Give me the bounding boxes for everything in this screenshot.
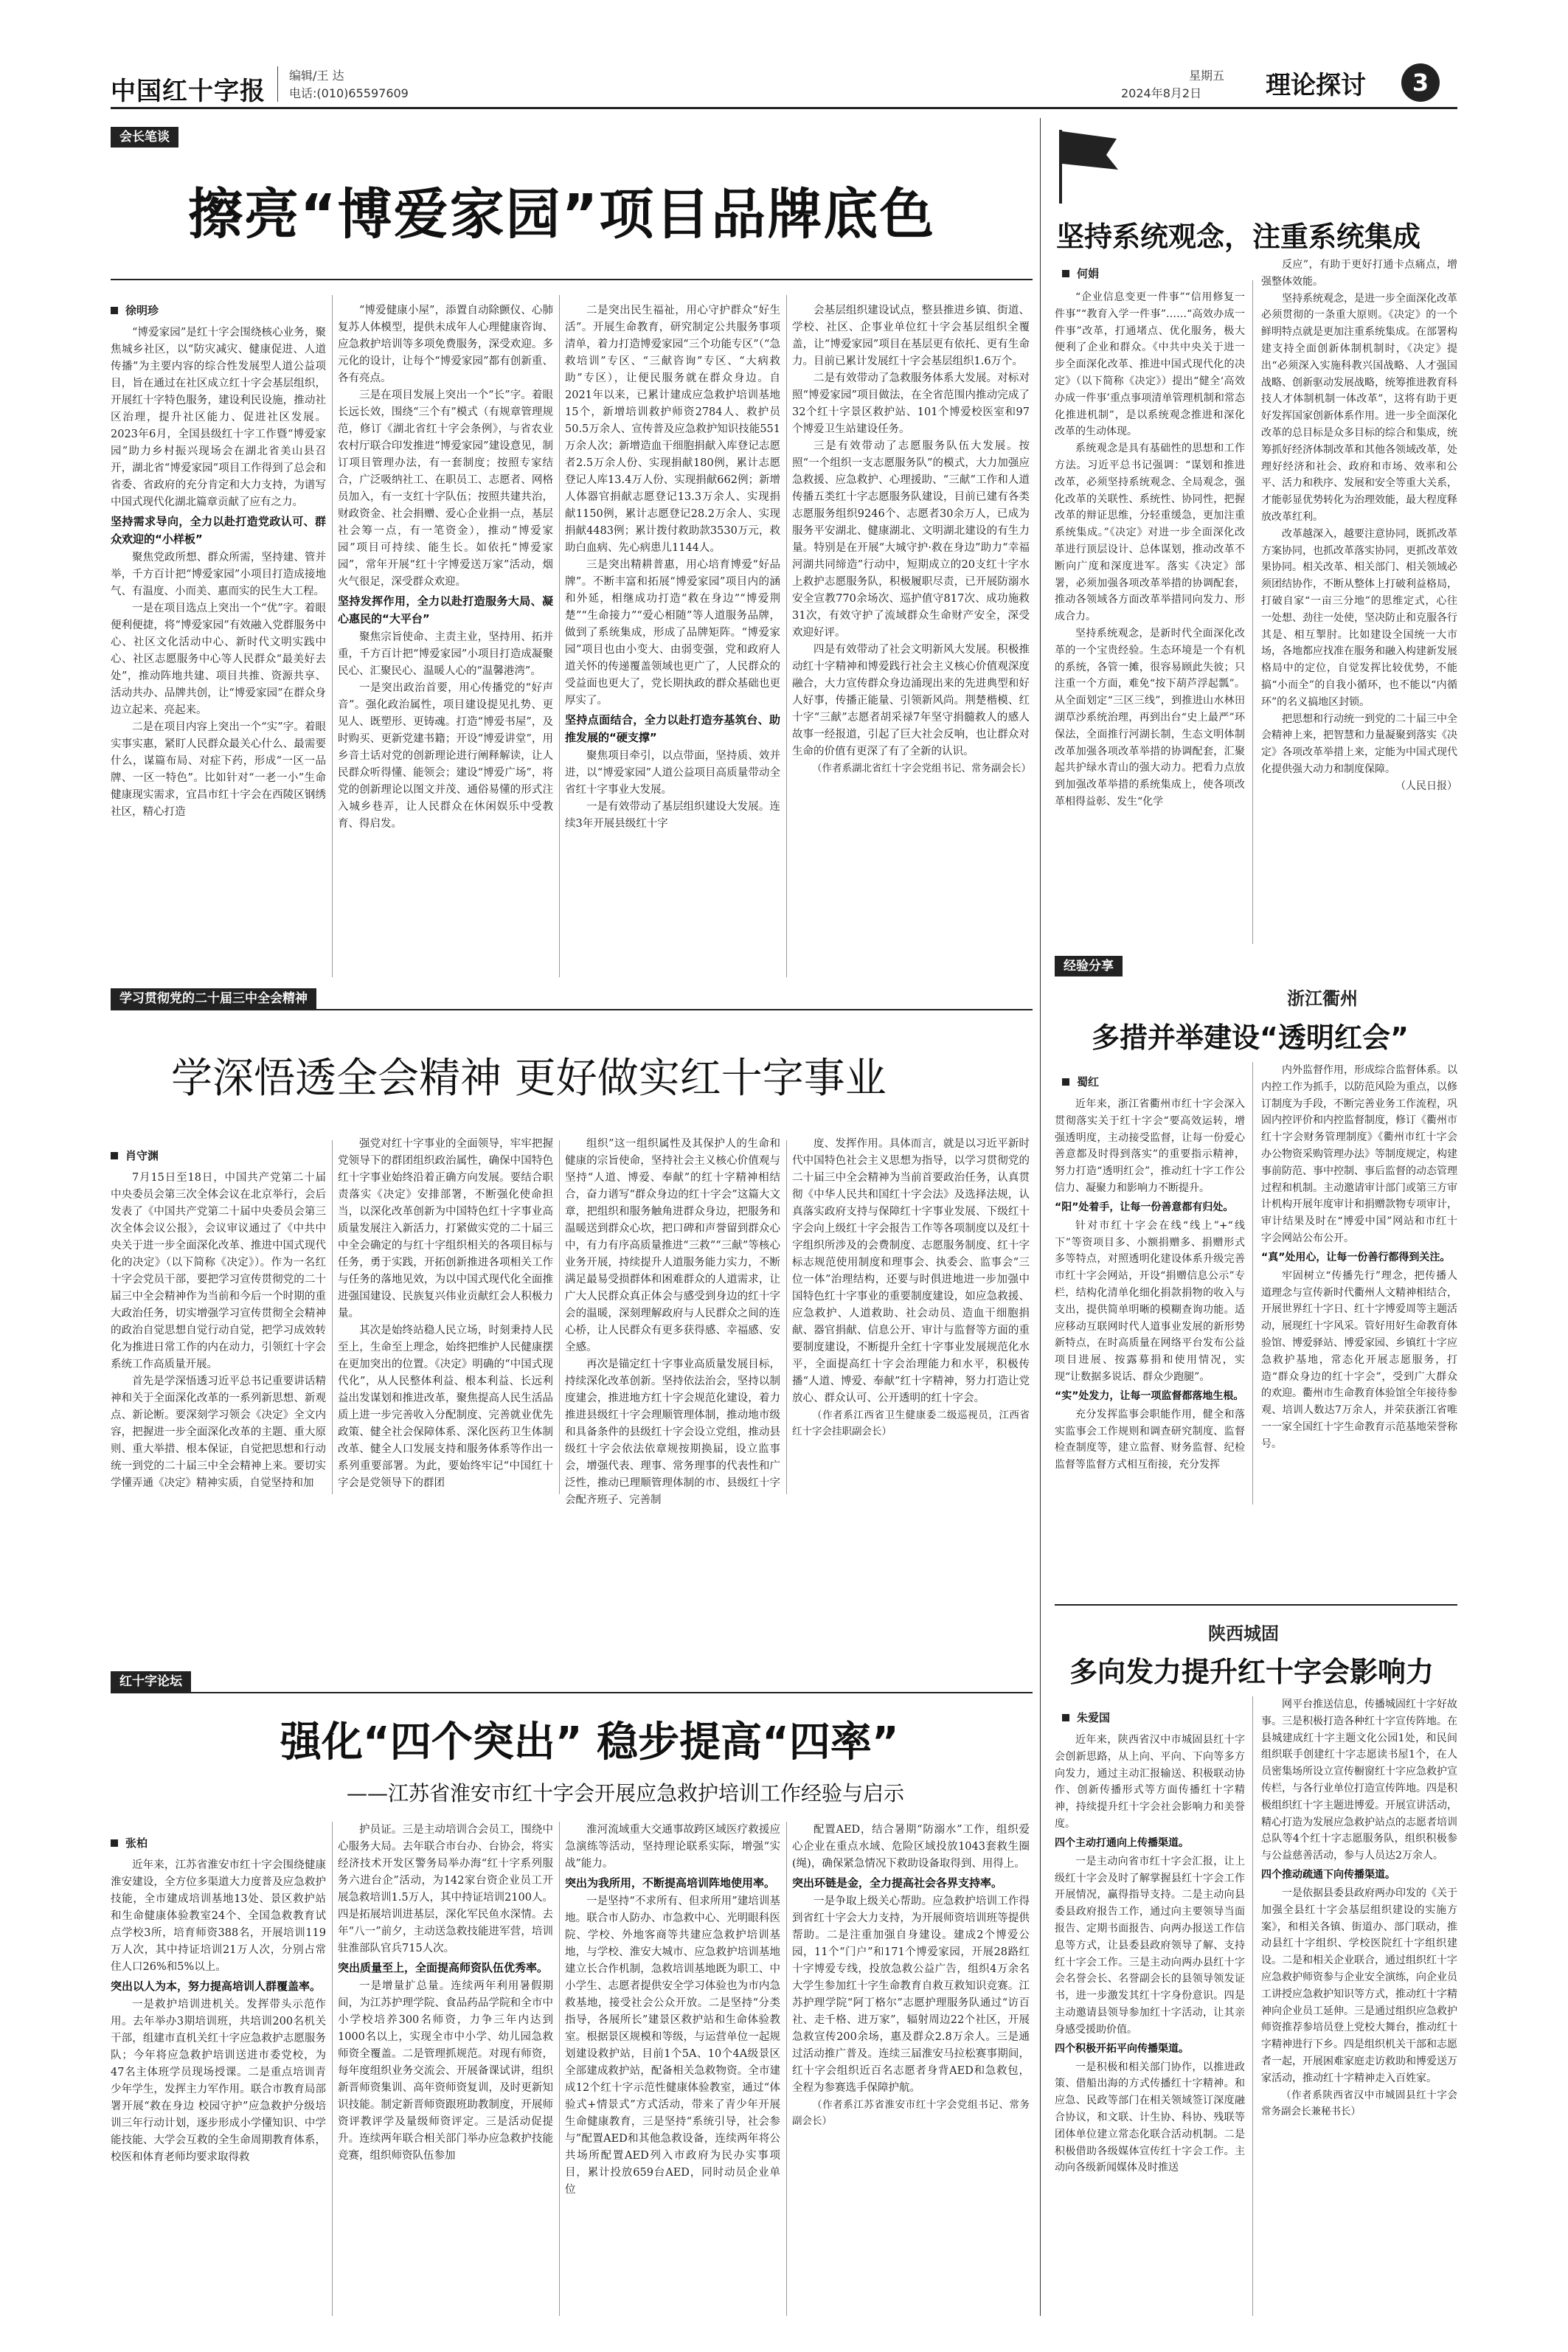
a5-column-1: 近年来，江苏省淮安市红十字会围绕健康淮安建设，全方位多渠道大力度普及应急救护技能，全市建成培训基地13处、景区救护站和生命健康体验教室24个、全国急救教育试点学校3所，培育师资388名，开展培训119万人次，其中持证培训21万人次，分别占常住人口26%和5%以上。 突出以人为本，努力提高培训人群覆盖率。 一是救护培训进机关。发挥带头示范作用。去年举办3期培训班，共培训200名机关干部，组建市直机关红十字应急救护志愿服务队；今年将应急救护培训送进市委党校，为47名主体班学员现场授课。二是重点培训青少年学生，发挥主力军作用。联合市教育局部署开展“救在身边 校园守护”应急救护分级培训三年行动计划，逐步形成小学懂知识、中学能技能、大学会互救的全生命周期教育体系，校医和体育老师均要求取得救 — [111, 1859, 326, 2163]
a5-column-2: 护员证。三是主动培训合会员工，围绕中心服务大局。去年联合市台办、台协会，将实经济技术开发区警务局举办海“红十字系列服务六进台企”活动，为142家台资企业员工开展急救培训1.5万人，其中持证培训2100人。四是拓展培训进基层，深化军民鱼水深情。去年“八一”前夕，主动送急救技能进军营，培训驻淮部队官兵715人次。 突出质量至上，全面提高师资队伍优秀率。 一是增量扩总量。连续两年利用暑假期间，为江苏护理学院、食品药品学院和全市中小学校培养300名师资，力争三年内达到1000名以上，实现全市中小学、幼儿园急救师资全覆盖。二是管理抓规范。对现有师资，每年度组织业务交流会、开展备课试讲，组织新晋师资集训、高年资师资复训，及时更新知识技能。制定新晋师资跟班助教制度，开展师资评教评学及量级师资评定。三是活动促提升。连续两年联合相关部门举办应急救护技能竞赛，组织师资队伍参加 — [338, 1824, 553, 2162]
a5-column-4: 配置AED，结合暑期“防溺水”工作，组织爱心企业在重点水域、危险区域投放1043套救生圈(绳)，确保紧急情况下救助设备取得到、用得上。 突出环链是金，全力提高社会各界支持率。 一是争取上级关心帮助。应急救护培训工作得到省红十字会大力支持，为开展师资培训班等提供帮助。二是注重加强自身建设。建成2个博爱公园，11个“门户”和171个博爱家园，开展28路红十字博爱专线，投放急救公益广告，组织4万余名大学生参加红十字生命教育自救互救知识竞赛。江苏护理学院“阿丁格尔”志愿护理服务队通过“访百社、走千格、进万家”，辐射周边22个社区，开展急救宣传200余场，惠及群众2.8万余人。三是通过活动推广普及。连续三届淮安马拉松赛事期间，红十字会组织近百名志愿者身背AED和急救包，全程为参赛选手保障护航。 （作者系江苏省淮安市红十字会党组书记、常务副会长） — [792, 1824, 1030, 2127]
column-tag: 学习贯彻党的二十届三中全会精神 — [111, 988, 316, 1009]
flag-icon — [1055, 125, 1121, 207]
a3-column-4: 度、发挥作用。具体而言，就是以习近平新时代中国特色社会主义思想为指导，以学习贯彻党的二十届三中全会精神为当前首要政治任务，认真贯彻《中华人民共和国红十字会法》及选择法规，认真落实政府支持与保障红十字事业发展、下级红十字会向上级红十字会报告工作等各项制度以及红十字组织所涉及的会费制度、志愿服务制度、红十字标志规范使用制度和理事会、执委会、监事会“三位一体”治理结构，还要与时俱进地进一步加强中国特色红十字事业的重要制度建设，如应急救援、应急救护、人道救助、社会动员、造血干细胞捐献、器官捐献、信息公开、审计与监督等方面的重要制度建设，不断提升全红十字事业发展规范化水平，全面提高红十字会治理能力和水平，积极传播“人道、博爱、奉献”红十字精神，努力打造让党放心、群众认可、公开透明的红十字会。 （作者系江西省卫生健康委二级巡视员，江西省红十字会挂职副会长） — [792, 1138, 1030, 1437]
a4-column-2: 内外监督作用，形成综合监督体系。以内控工作为抓手，以防范风险为重点，以修订制度为手段，不断完善业务工作流程，巩固内控评价和内控监督制度，修订《衢州市红十字会财务管理制度》《衢州市红十字会办公物资采购管理办法》等制度规定，构建事前防范、事中控制、事后监督的动态管理过程和机制。主动邀请审计部门或第三方审计机构开展年度审计和捐赠款物专项审计，审计结果及时在“博爱中国”网站和市红十字会网站公布公开。 “真”处用心，让每一份善行都得到关注。 牢固树立“传播先行”理念，把传播人道理念与宣传新时代衢州人文精神相结合，开展世界红十字日、红十字博爱周等主题活动，展现红十字风采。管好用好生命教育体验馆、博爱驿站、博爱家园、乡镇红十字应急救护基地，常态化开展志愿服务，打造“群众身边的红十字会”，受到广大群众的欢迎。衢州市生命教育体验馆全年接待参观、培训人数达7万余人，并荣获浙江省唯一一家全国红十字生命教育示范基地荣誉称号。 — [1261, 1064, 1457, 1450]
article-subtitle: ——江苏省淮安市红十字会开展应急救护培训工作经验与启示 — [347, 1781, 905, 1805]
masthead-phone: 电话:(010)65597609 — [289, 86, 409, 100]
article-title: 多措并举建设“透明红会” — [1092, 1021, 1409, 1054]
article-place: 陕西城固 — [1208, 1623, 1279, 1644]
article-byline: 张柏 — [111, 1835, 148, 1850]
article-byline: 朱爱国 — [1062, 1710, 1110, 1725]
a1-column-3: 二是突出民生福祉，用心守护群众“好生活”。开展生命教育，研究制定公共服务事项清单，着力打造博爱家园“三个功能专区”（“急救培训”专区、“三献咨询”专区、“大病救助”专区），让便民服务就在群众身边。自2021年以来，已累计建成应急救护培训基地15个，新增培训救护师资2784人、救护员50.5万余人、宣传普及应急救护知识技能551万余人次；新增造血干细胞捐献入库登记志愿者2.5万余人份、实现捐献180例，累计志愿登记人库13.4万人份、实现捐献662例；新增人体器官捐献志愿登记13.3万余人、实现捐献1150例，累计志愿登记28.2万余人、实现捐献4483例；累计拨付救助款3530万元，救助白血病、先心病患儿1144人。 三是突出精耕普惠，用心培育博爱“好品牌”。不断丰富和拓展“博爱家园”项目内的涵和外延，相继成功打造“救在身边”“博爱荆楚”“生命接力”“爱心相随”等人道服务品牌，做到了系统集成，形成了品牌矩阵。“博爱家园”项目也由小变大、由弱变强，党和政府人道关怀的传递覆盖领域也更广了，人民群众的受益面也更大了，党长期执政的群众基础也更厚实了。 坚持点面结合，全力以赴打造夯基筑台、助推发展的“硬支撑” 聚焦项目牵引，以点带面，坚持质、效并进，以“博爱家园”人道公益项目高质量带动全省红十字事业大发展。 一是有效带动了基层组织建设大发展。连续3年开展县级红十字 — [565, 305, 780, 830]
a2-column-2: 反应”，有助于更好打通卡点痛点，增强整体效能。 坚持系统观念，是进一步全面深化改革必须贯彻的一条重大原则。《决定》的一个鲜明特点就是更加注重系统集成。在部署构建支持全面创新体制机制时，《决定》提出“必须深入实施科教兴国战略、人才强国战略、创新驱动发展战略，统筹推进教育科技人才体制机制一体改革”，这将有助于更好发挥国家创新体系作用。进一步全面深化改革的总目标是众多目标的综合和集成，统筹抓好经济体制改革和其他各领域改革，处理好经济和社会、政府和市场、效率和公平、活力和秩序、发展和安全等重大关系，才能彰显优势转化为治理效能，最大程度释放改革红利。 改革越深入，越要注意协同，既抓改革方案协同，也抓改革落实协同，更抓改革效果协同。相关改革、相关部门、相关领域必须团结协作，不断从整体上打破利益格局，打破自家“一亩三分地”的思维定式，心往一处想、劲往一处使，坚决防止和克服各行其是、相互掣肘。比如建设全国统一大市场，各地都应找准在服务和融入构建新发展格局中的定位，自觉发挥比较优势，不能搞“小而全”的自我小循环，也不能以“内循环”的名义搞地区封锁。 把思想和行动统一到党的二十届三中全会精神上来，把智慧和力量凝聚到落实《决定》各项改革举措上来，定能为中国式现代化提供强大动力和制度保障。 （人民日报） — [1261, 259, 1457, 792]
column-tag: 旗帜 — [1065, 172, 1090, 187]
masthead-weekday: 星期五 — [1189, 69, 1225, 83]
a3-column-2: 强党对红十字事业的全面领导，牢牢把握党领导下的群团组织政治属性，确保中国特色红十字事业始终沿着正确方向发展。要结合职责落实《决定》安排部署，不断强化使命担当，以深化改革创新为中国特色红十字事业高质量发展注入新活力，打紧做实党的二十届三中全会确定的与红十字组织相关的各项目标与任务，勇于实践，开拓创新推进各项相关工作与任务的落地见效，为以中国式现代化全面推进强国建设、民族复兴伟业贡献红会人积极力量。 其次是始终站稳人民立场，时刻秉持人民至上，生命至上理念，始终把维护人民健康摆在更加突出的位置。《决定》明确的“中国式现代化”，从人民整体利益、根本利益、长远利益出发谋划和推进改革，聚焦提高人民生活品质上进一步完善收入分配制度、完善就业优先政策、健全社会保障体系、深化医药卫生体制改革、健全人口发展支持和服务体系等作出一系列重要部署。为此，要始终牢记“中国红十字会是党领导下的群团 — [338, 1138, 553, 1489]
article-byline: 何娟 — [1062, 266, 1099, 281]
article-byline: 肖守渊 — [111, 1148, 159, 1163]
masthead-date: 2024年8月2日 — [1121, 86, 1202, 100]
a1-column-1: “博爱家园”是红十字会围绕核心业务，聚焦城乡社区，以“防灾减灾、健康促进、人道传播”为主要内容的综合性发展型人道公益项目，旨在通过在社区成立红十字会基层组织，开展红十字特色服务，建设利民设施，推动社区治理，提升社区能力、促进社区发展。2023年6月，全国县级红十字工作暨“博爱家园”助力乡村振兴现场会在湖北省美山县召开，湖北省“博爱家园”项目工作得到了总会和省委、省政府的充分肯定和大力支持，为谱写中国式现代化湖北篇章贡献了应有之力。 坚持需求导向，全力以赴打造党政认可、群众欢迎的“小样板” 聚焦党政所想、群众所需，坚持建、管并举，千方百计把“博爱家园”小项目打造成接地气、有温度、小而美、惠而实的民生大工程。 一是在项目选点上突出一个“优”字。着眼便利便捷，将“博爱家园”有效融入党群服务中心、社区文化活动中心、新时代文明实践中心、社区志愿服务中心等人民群众“最美好去处”，推动阵地共建、项目共推、资源共享、活动共办、品牌共创，让“博爱家园”在群众身边立起来、亮起来。 二是在项目内容上突出一个“实”字。着眼实事实惠，紧盯人民群众最关心什么、最需要什么，谋篇布局、对症下药，形成“一区一品牌、一区一特色”。比如针对“一老一小”生命健康现实需求，宜昌市红十字会在西陵区钢绣社区，精心打造 — [111, 327, 326, 818]
section-title: 理论探讨 — [1266, 71, 1366, 100]
article-place: 浙江衢州 — [1287, 988, 1358, 1009]
a3-column-1: 7月15日至18日，中国共产党第二十届中央委员会第三次全体会议在北京举行，会后发表了《中国共产党第二十届中央委员会第三次全体会议公报》，会议审议通过了《中共中央关于进一步全面深化改革、推进中国式现代化的决定》（以下简称《决定》）。作为一名红十字会党员干部，要把学习宣传贯彻党的二十届三中全会精神作为当前和今后一个时期的重大政治任务，切实增强学习宣传贯彻全会精神的政治自觉思想自觉行动自觉，把学习成效转化为推进日常工作的内在动力，引领红十字会系统工作高质量开展。 首先是学深悟透习近平总书记重要讲话精神和关于全面深化改革的一系列新思想、新观点、新论断。要深刻学习领会《决定》全文内容，把握进一步全面深化改革的主题、重大原则、重大举措、根本保证，自觉把思想和行动统一到党的二十届三中全会精神上来。要切实学懂弄通《决定》精神实质，自觉坚持和加 — [111, 1172, 326, 1489]
a2-column-1: “企业信息变更一件事”“信用修复一件事”“教育入学一件事”……“高效办成一件事”改革，打通堵点、优化服务，极大便利了企业和群众。《中共中央关于进一步全面深化改革、推进中国式现代化的决定》（以下简称《决定》）提出“健全‘高效办成一件事’重点事项清单管理机制和常态化推进机制”，是以系统观念推进和深化改革的生动体现。 系统观念是具有基础性的思想和工作方法。习近平总书记强调：“谋划和推进改革，必须坚持系统观念、全局观念，强化改革的关联性、系统性、协同性，把握改革的辩证思维，分轻重缓急，更加注重系统集成。”《决定》对进一步全面深化改革进行顶层设计、总体谋划，推动改革不断向广度和深度进军。落实《决定》部署，必须加强各项改革举措的协调配套，推动各领域各方面改革举措同向发力、形成合力。 坚持系统观念，是新时代全面深化改革的一个宝贵经验。生态环境是一个有机的系统，各管一摊，很容易顾此失彼；只注重一个方面，难免“按下葫芦浮起瓢”。从全面划定“三区三线”，到推进山水林田湖草沙系统治理，再到出台“史上最严”环保法，全面推行河湖长制，生态文明体制改革加强各项改革举措的协调配套，汇聚起共护绿水青山的强大动力。把看力点放到加强改革举措的系统集成上，使各项改革相得益彰、发生“化学 — [1055, 291, 1245, 808]
masthead-editor: 编辑/王 达 — [289, 69, 344, 83]
a1-column-4: 会基层组织建设试点，整县推进乡镇、街道、学校、社区、企事业单位红十字会基层组织全覆盖，让“博爱家园”项目在基层更有依托、更有生命力。目前已累计发展红十字会基层组织1.6万个。 二是有效带动了急救服务体系大发展。对标对照“博爱家园”项目做法，在全省范围内推动完成了32个红十字景区救护站、101个博爱校医室和97个博爱卫生站建设任务。 三是有效带动了志愿服务队伍大发展。按照“一个组织一支志愿服务队”的模式，大力加强应急救援、应急救护、心理援助、“三献”工作和人道传播五类红十字志愿服务队建设，目前已建有各类志愿服务组织9246个、志愿者30余万人，已成为服务平安湖北、健康湖北、文明湖北建设的有生力量。特别是在开展“大城守护·救在身边”助力“幸福河湖共同缔造”行动中，短期成立的20支红十字水上救护志愿服务队，积极履职尽责，已开展防溺水安全宣教770余场次、巡护值守817次、成功施救31次，有效守护了流域群众生命财产安全，深受欢迎好评。 四是有效带动了社会文明新风大发展。积极推动红十字精神和博爱践行社会主义核心价值观深度融合，大力宣传群众身边涌现出来的先进典型和好人好事，传播正能量、引领新风尚。荆楚楷模、红十字“三献”志愿者胡采禄7年坚守捐髓救人的感人故事一经报道，引起了巨大社会反响，也让群众对生命的价值有更深了有了全新的认识。 （作者系湖北省红十字会党组书记、常务副会长） — [792, 305, 1031, 774]
a6-column-1: 近年来，陕西省汉中市城固县红十字会创新思路，从上向、平向、下向等多方向发力，通过主动汇报输送、积极联动协作、创新传播形式等方面传播红十字精神，持续提升红十字会社会影响力和美誉度。 四个主动打通向上传播渠道。 一是主动向省市红十字会汇报，让上级红十字会及时了解掌握县红十字会工作开展情况，赢得指导支持。二是主动向县委县政府报告工作，通过向主要领导当面报告、定期书面报告、向两办报送工作信息等方式，让县委县政府领导了解、支持红十字会工作。三是主动向两办县红十字会名誉会长、名誉副会长的县领导领发证书，进一步激发其红十字身份意识。四是主动邀请县领导参加红十字活动，让其亲身感受援助价值。 四个积极开拓平向传播渠道。 一是积极和相关部门协作，以推进政策、借船出海的方式传播红十字精神。和应急、民政等部门在相关领域签订深度融合协议，和文联、计生协、科协、残联等团体单位建立常态化联合活动机制。二是积极借助各级媒体宣传红十字会工作。主动向各级新闻媒体及时推送 — [1055, 1734, 1245, 2174]
column-tag: 经验分享 — [1055, 956, 1123, 976]
article-title: 多向发力提升红十字会影响力 — [1069, 1656, 1435, 1688]
a1-column-2: “博爱健康小屋”，添置自动除颤仪、心肺复苏人体模型，提供未成年人心理健康咨询、应急救护培训等多项免费服务，深受欢迎。多元化的设计，让每个“博爱家园”都有创新重、各有亮点。 三是在项目发展上突出一个“长”字。着眼长远长效，围绕“三个有”模式（有规章管理规范，修订《湖北省红十字会条例》，与省农业农村厅联合印发推进“博爱家园”建设意见，制订项目管理办法，有一套制度；按照专家结合，广泛吸纳社工、在职员工、志愿者、网格员加入，有一支红十字队伍；按照共建共治，财政资金、社会捐赠、爱心企业捐一点，基层社会筹一点，有一笔资金），推动“博爱家园”项目可持续、能生长。如依托“博爱家园”，常年开展“红十字博爱送万家”活动，烟火气很足，深受群众欢迎。 坚持发挥作用，全力以赴打造服务大局、凝心惠民的“大平台” 聚焦宗旨使命、主责主业，坚持用、拓并重，千方百计把“博爱家园”小项目打造成凝聚民心、汇聚民心、温暖人心的“温馨港湾”。 一是突出政治首要，用心传播党的“好声音”。强化政治属性，项目建设提见扎势、更见人、既塑形、更铸魂。打造“博爱书屋”，及时购买、更新党建书籍；开设“博爱讲堂”，用乡音土话对党的创新理论进行阐释解读，让人民群众听得懂、能领会；建设“博爱广场”，将党的创新理论以图文并茂、通俗易懂的形式注入城乡巷弄，让人民群众在休闲娱乐中受教育、得启发。 — [338, 305, 553, 830]
a3-column-3: 组织”这一组织属性及其保护人的生命和健康的宗旨使命，坚持社会主义核心价值观与坚持“人道、博爱、奉献”的红十字精神相结合，奋力谱写“群众身边的红十字会”这篇大文章，把组织和服务触角进群众身边，把服务和温暖送到群众心坎，把口碑和声誉留到群众心中，有力有序高质量推进“三救”“三献”等核心业务开展，持续提升人道服务能力实力，不断满足最易受损群体和困难群众的人道需求，让广大人民群众真正体会与感受到身边的红十字会的温暖，深刻理解政府与人民群众之间的连心桥，让人民群众有更多获得感、幸福感、安全感。 再次是锚定红十字事业高质量发展目标，持续深化改革创新。坚持依法治会，坚持以制度建会，推进地方红十字会规范化建设，着力推进县级红十字会理顺管理体制，推动地市级和具备条件的县级红十字会设立党组，推动县级红十字会依法依章规按期换届，设立监事会，增强代表、理事、常务理事的代表性和广泛性，推动已理顺管理体制的市、县级红十字会配齐班子、完善制 — [565, 1138, 780, 1506]
article-title: 学深悟透全会精神 更好做实红十字事业 — [171, 1055, 887, 1103]
column-tag: 会长笔谈 — [111, 127, 178, 148]
article-title: 强化“四个突出” 稳步提高“四率” — [280, 1718, 899, 1766]
article-title: 擦亮“博爱家园”项目品牌底色 — [188, 183, 936, 246]
article-title: 坚持系统观念，注重系统集成 — [1056, 221, 1421, 253]
masthead-rule — [111, 107, 1457, 109]
article-byline: 蜀红 — [1062, 1074, 1099, 1089]
a4-column-1: 近年来，浙江省衢州市红十字会深入贯彻落实关于红十字会“要高效运转，增强透明度，主动接受监督，让每一份爱心善意都及时得到落实”的重要指示精神，努力打造“透明红会”，推动红十字工作公信力、凝聚力和影响力不断提升。 “阳”处着手，让每一份善意都有归处。 针对市红十字会在线“线上”+“线下”等资项目多、小额捐赠多、捐赠形式多等特点，对照透明化建设体系升级完善市红十字会网站，开设“捐赠信息公示”专栏，结构化清单化细化捐款捐物的收入与支出，提供简单明晰的模糊查询功能。适应移动互联网时代人道事业发展的新形势新特点，在时高质量在网络平台发布公益项目进展、按露募捐和使用情况，实现“让数据多说话、群众少跑腿”。 “实”处发力，让每一项监督都落地生根。 充分发挥监事会职能作用，健全和落实监事会工作规则和调查研究制度、监督检查制度等，建立监督、财务监督、纪检监督等监督方式相互衔接，充分发挥 — [1055, 1098, 1245, 1471]
masthead-logo: 中国红十字报 — [111, 77, 266, 106]
page-number: 3 — [1401, 63, 1440, 102]
a6-column-2: 网平台推送信息，传播城固红十字好故事。三是积极打造各种红十字宣传阵地。在县城建成红十字主题文化公园1处，和民间组织联手创建红十字志愿读书屋1个，在人员密集场所设立宣传橱窗红十字应急救护宣传栏，与各行业单位打造宣传阵地。四是积极组织红十字主题进博爱。开展宣讲活动，精心打造为发展应急救护站点的志愿者培训总队等4个红十字志愿服务队，组织积极参与公益慈善活动，参与人员达2万余人。 四个推动疏通下向传播渠道。 一是依据县委县政府两办印发的《关于加强全县红十字会基层组织建设的实施方案》，和相关各镇、街道办、部门联动，推动县红十字组织、学校医院红十字组织建设。二是和相关企业联合，通过组织红十字应急救护师资参与企业安全演练，向企业员工讲授应急救护知识等方式，推动红十字精神向企业员工延伸。三是通过组织应急救护师资推荐参培员登上党校大舞台，推动红十字精神进行下乡。四是组织机关干部和志愿者一起，开展困难家庭走访救助和博爱送万家活动，推动红十字精神走入百姓家。 （作者系陕西省汉中市城固县红十字会常务副会长兼秘书长） — [1261, 1699, 1457, 2117]
article-byline: 徐明珍 — [111, 302, 159, 318]
a5-column-3: 淮河流域重大交通事故跨区域医疗救援应急演练等活动，坚持理论联系实际，增强“实战”能力。 突出为我所用，不断提高培训阵地使用率。 一是坚持“不求所有、但求所用”建培训基地。联合市人防办、市急救中心、光明眼科医院、学校、外地客商等共建应急救护培训基地，与学校、淮安大城市、应急救护培训基地建立长合作机制，急救培训基地既为职工、中小学生、志愿者提供安全学习体验也为市内急救基地，接受社会公众开放。二是坚持“分类指导，各展所长”建景区救护站和生命体验教室。根据景区规模和等级，与运营单位一起规划建设救护站，目前1个5A、10个4A级景区全部建成救护站，配备相关急救物资。全市建成12个红十字示范性健康体验教室，通过“体验式+情景式”方式活动，带来了青少年开展生命健康教育，三是坚持“系统引导，社会参与”配置AED和其他急救设备，连续两年将公共场所配置AED列入市政府为民办实事项目，累计投放659台AED，同时动员企业单位 — [565, 1824, 780, 2196]
column-tag: 红十字论坛 — [111, 1671, 191, 1692]
